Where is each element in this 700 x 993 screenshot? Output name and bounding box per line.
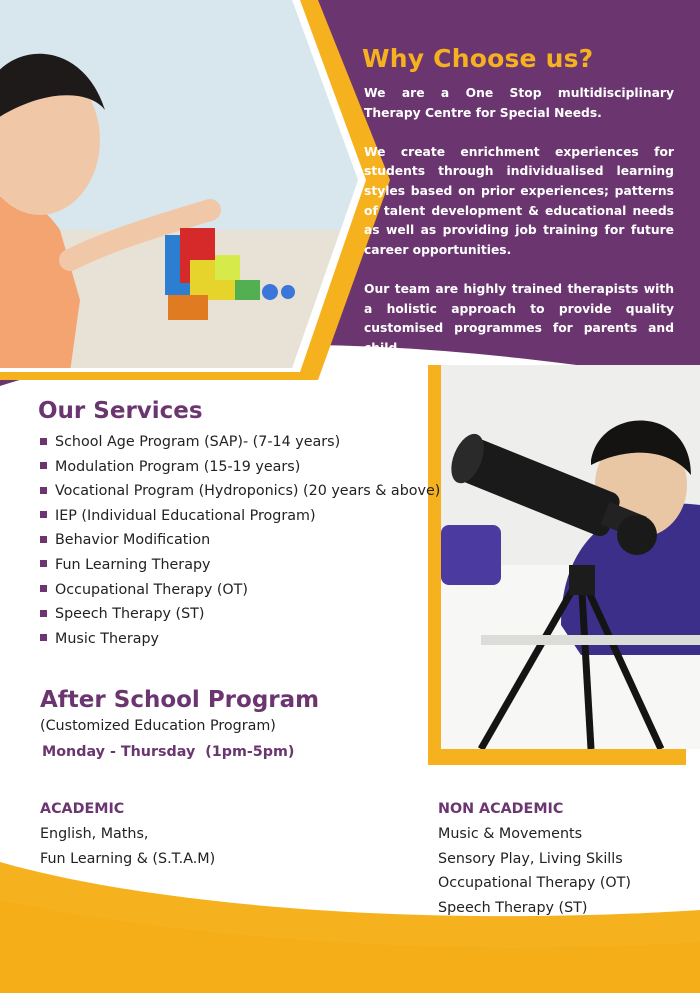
square-bullet-icon — [40, 487, 47, 494]
academic-item: Fun Learning & (S.T.A.M) — [40, 850, 216, 867]
service-item: Fun Learning Therapy — [40, 553, 440, 578]
non-academic-item: Sensory Play, Living Skills — [438, 850, 623, 867]
non-academic-heading: NON ACADEMIC — [438, 801, 564, 817]
after-school-subtitle: (Customized Education Program) — [40, 718, 276, 734]
non-academic-list — [438, 822, 631, 920]
academic-list — [40, 822, 215, 871]
service-item: Speech Therapy (ST) — [40, 602, 440, 627]
academic-item: English, Maths, — [40, 826, 149, 842]
services-title: Our Services — [38, 398, 203, 424]
square-bullet-icon — [40, 462, 47, 469]
photo-child-telescope — [441, 365, 700, 749]
non-academic-item: Occupational Therapy (OT) — [438, 875, 631, 892]
service-item: Music Therapy — [40, 627, 440, 652]
why-paragraph: Our team are highly trained therapists with a holistic approach to provide quality customised programmes for parents and child. — [364, 281, 674, 355]
services-list — [40, 430, 440, 651]
non-academic-item: Speech Therapy (ST) — [438, 899, 588, 916]
square-bullet-icon — [40, 536, 47, 543]
square-bullet-icon — [40, 585, 47, 592]
photo-child-blocks — [0, 0, 360, 372]
square-bullet-icon — [40, 634, 47, 641]
service-item: IEP (Individual Educational Program) — [40, 504, 440, 529]
after-school-title: After School Program — [40, 687, 320, 713]
non-academic-item: Music & Movements — [438, 826, 583, 842]
after-school-schedule: Monday - Thursday (1pm-5pm) — [42, 744, 295, 760]
square-bullet-icon — [40, 610, 47, 617]
service-item: Vocational Program (Hydroponics) (20 years & above) — [40, 479, 440, 504]
service-item: Occupational Therapy (OT) — [40, 578, 440, 603]
square-bullet-icon — [40, 511, 47, 518]
academic-heading: ACADEMIC — [40, 801, 125, 817]
why-choose-us-body — [364, 84, 674, 378]
why-choose-us-title: Why Choose us? — [362, 44, 594, 73]
why-paragraph: We are a One Stop multidisciplinary Therapy Centre for Special Needs. — [364, 86, 674, 120]
square-bullet-icon — [40, 560, 47, 567]
service-item: Modulation Program (15-19 years) — [40, 455, 440, 480]
service-item: School Age Program (SAP)- (7-14 years) — [40, 430, 440, 455]
service-item: Behavior Modification — [40, 528, 440, 553]
square-bullet-icon — [40, 438, 47, 445]
why-paragraph: We create enrichment experiences for students through individualised learning styles based on prior experiences; patterns of talent development & educational needs as well as providing job training for future career opportunities. — [364, 144, 674, 257]
